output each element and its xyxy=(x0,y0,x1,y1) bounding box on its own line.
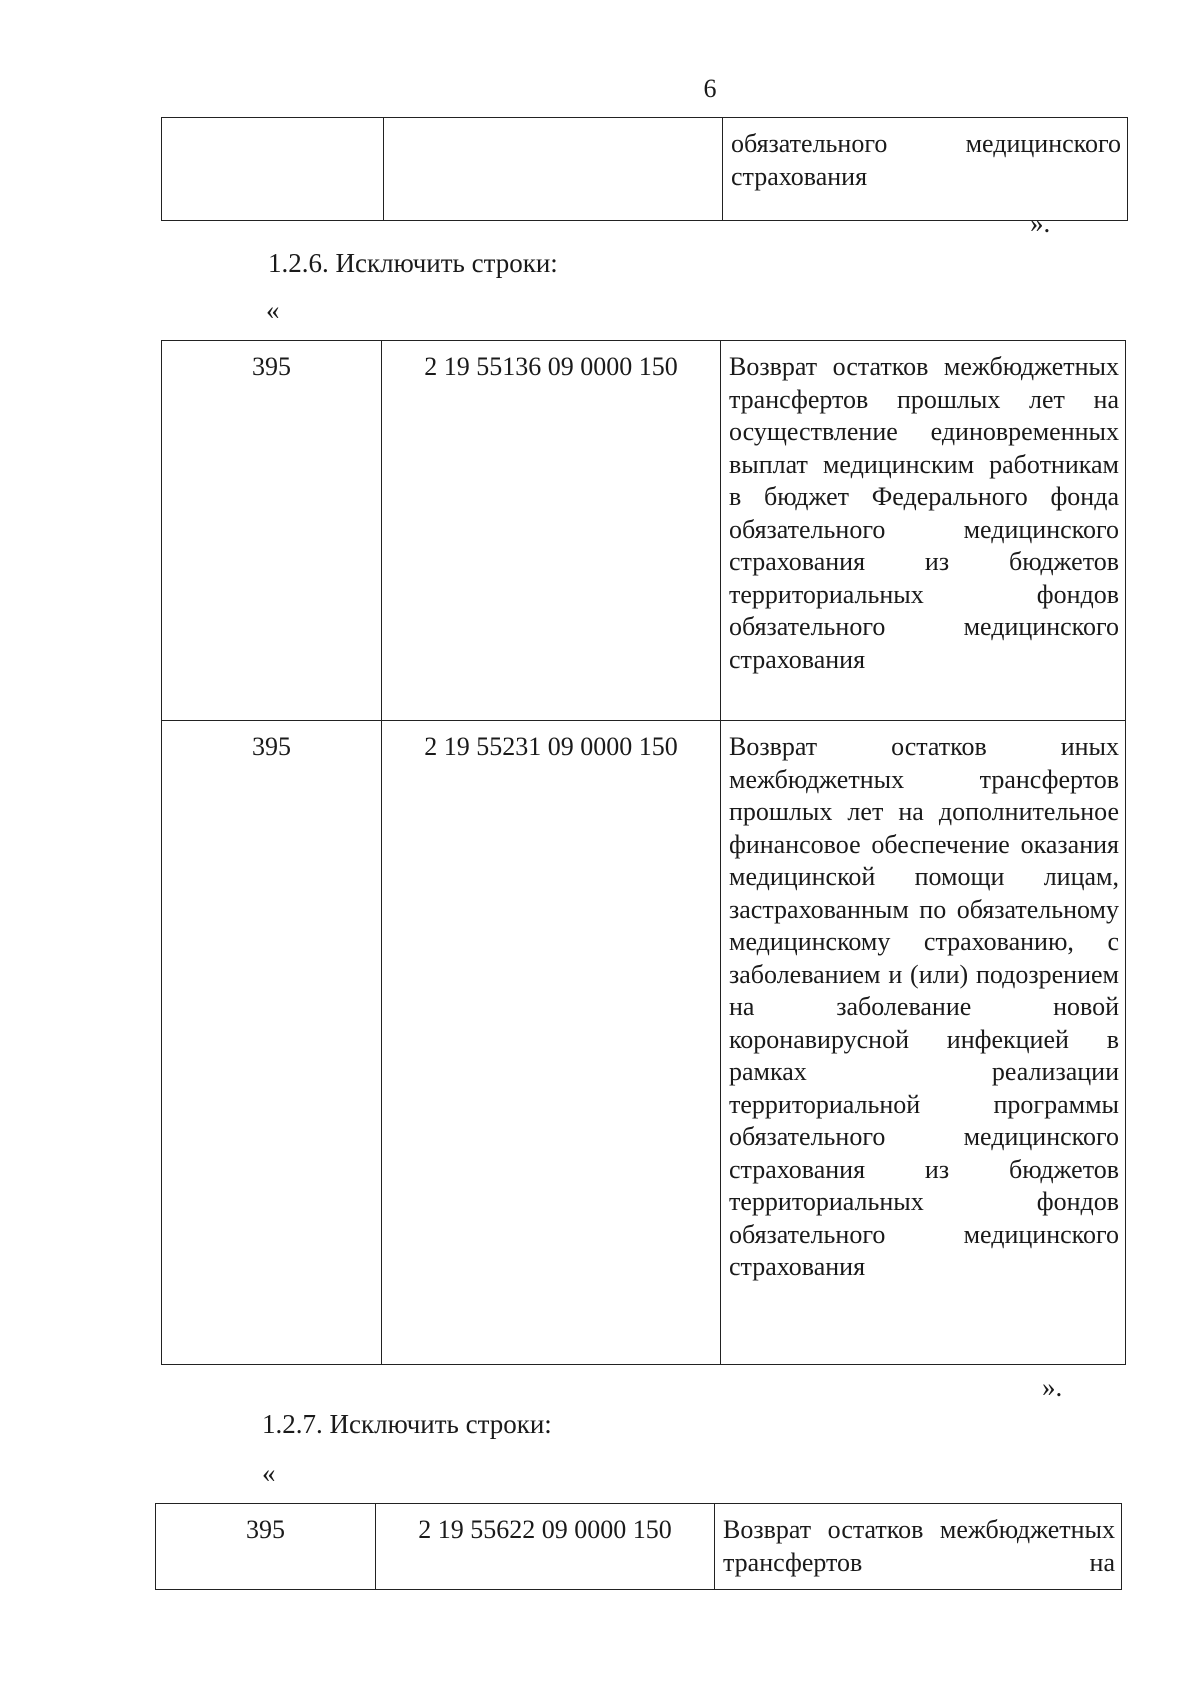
budget-code-cell xyxy=(384,118,723,221)
table-row xyxy=(156,1504,1122,1590)
budget-code-cell: 2 19 55231 09 0000 150 xyxy=(382,721,721,1365)
budget-code-cell: 2 19 55622 09 0000 150 xyxy=(376,1504,715,1590)
budget-code-table-continuation xyxy=(161,117,1128,221)
income-name-cell xyxy=(721,721,1126,1365)
income-name-last-line: страхования xyxy=(729,1252,866,1281)
table-row xyxy=(162,721,1126,1365)
closing-quote: ». xyxy=(1042,1372,1063,1402)
admin-code-cell: 395 xyxy=(162,721,382,1365)
income-name-cell xyxy=(721,341,1126,721)
table-row xyxy=(162,341,1126,721)
income-name-cell xyxy=(723,118,1128,221)
admin-code-cell: 395 xyxy=(156,1504,376,1590)
closing-quote: ». xyxy=(1030,208,1051,238)
budget-code-cell: 2 19 55136 09 0000 150 xyxy=(382,341,721,721)
section-heading-1-2-6: 1.2.6. Исключить строки: xyxy=(268,248,558,278)
admin-code-cell xyxy=(162,118,384,221)
income-name-text: Возврат остатков межбюджетных трансфертов прошлых лет на осуществление единовременных выплат медицинским работникам в бюджет Федерального фонда обязательного медицинского страхования из бюджетов территориальных фондов обязательного медицинского xyxy=(729,352,1119,641)
section-heading-1-2-7: 1.2.7. Исключить строки: xyxy=(262,1409,552,1439)
admin-code-cell: 395 xyxy=(162,341,382,721)
page-number: 6 xyxy=(703,74,717,103)
income-name-cell xyxy=(715,1504,1122,1590)
income-name-last-line: страхования xyxy=(729,644,866,674)
opening-quote: « xyxy=(266,295,280,325)
income-name-last-line: страхования xyxy=(731,161,868,191)
income-name-text: Возврат остатков межбюджетных трансфертов на xyxy=(723,1515,1115,1577)
budget-code-table-1-2-6 xyxy=(161,340,1126,1365)
opening-quote: « xyxy=(262,1458,276,1488)
table-row xyxy=(162,118,1128,221)
income-name-text: Возврат остатков иных межбюджетных трансфертов прошлых лет на дополнительное финансовое обеспечение оказания медицинской помощи лицам, застрахованным по обязательному медицинскому страхованию, с заболеванием и (или) подозрением на заболевание новой коронавирусной инфекцией в рамках реализации территориальной программы обязательного медицинского страхования из бюджетов территориальных фондов обязательного медицинского xyxy=(729,732,1119,1249)
budget-code-table-1-2-7 xyxy=(155,1503,1122,1590)
income-name-text: обязательного медицинского xyxy=(731,129,1121,158)
